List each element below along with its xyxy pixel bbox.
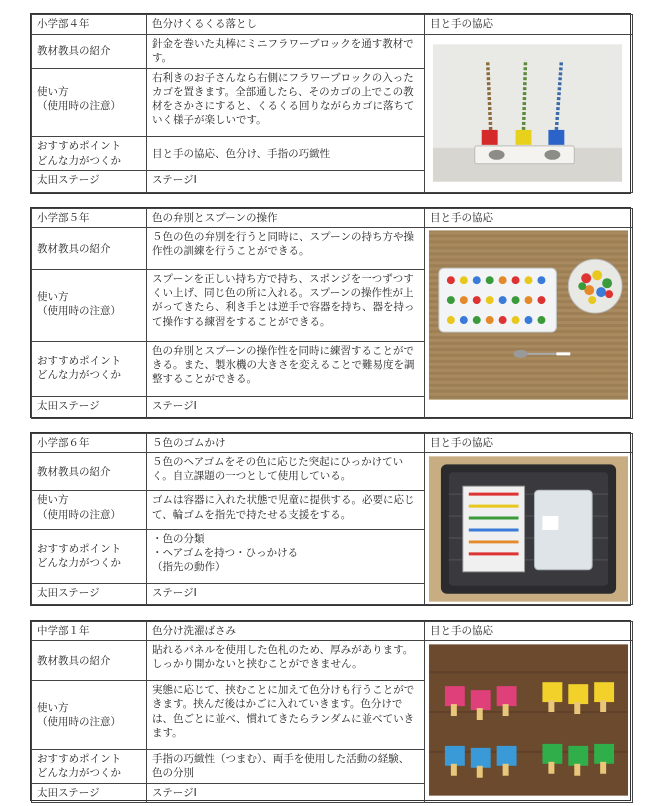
point-line-1: ・色の分類: [152, 532, 205, 545]
stage-value: ステージⅠ: [147, 783, 425, 802]
intro-label: 教材教具の紹介: [32, 453, 147, 491]
grade-label: 小学部５年: [32, 209, 147, 228]
material-title: 色分け洗濯ばさみ: [147, 622, 425, 641]
usage-label-note: （使用時の注意）: [37, 508, 121, 521]
point-label-sub: どんな力がつくか: [37, 368, 121, 381]
point-text: 手指の巧緻性（つまむ）、両手を使用した活動の経験、色の分別: [147, 750, 425, 783]
grade-label: 小学部４年: [32, 15, 147, 35]
material-photo: [425, 228, 632, 418]
stage-label: 太田ステージ: [32, 171, 147, 193]
point-line-3: （指先の動作）: [152, 560, 226, 573]
stage-value: ステージⅠ: [147, 397, 425, 419]
point-label: [32, 750, 147, 783]
card-2: [30, 207, 631, 418]
grade-label: 中学部１年: [32, 622, 147, 641]
usage-label: [32, 491, 147, 529]
material-title: 色の弁別とスプーンの操作: [147, 209, 425, 228]
usage-label-note: （使用時の注意）: [37, 716, 121, 729]
usage-label-main: 使い方: [37, 702, 69, 715]
grade-label: 小学部６年: [32, 434, 147, 453]
material-photo: [425, 38, 632, 188]
skill-label: 目と手の協応: [425, 209, 633, 228]
intro-label: 教材教具の紹介: [32, 641, 147, 681]
point-label: [32, 529, 147, 583]
material-photo: [425, 642, 632, 800]
intro-text: ５色のヘアゴムをその色に応じた突起にひっかけていく。自立課題の一つとして使用している。: [147, 453, 425, 491]
skill-label: 目と手の協応: [425, 15, 633, 35]
stage-label: 太田ステージ: [32, 783, 147, 802]
card-4: [30, 620, 631, 801]
card-3: [30, 432, 631, 606]
usage-label-main: 使い方: [37, 291, 69, 304]
intro-label: 教材教具の紹介: [32, 228, 147, 270]
intro-label: 教材教具の紹介: [32, 34, 147, 68]
point-label-main: おすすめポイント: [37, 140, 122, 153]
intro-text: 貼れるパネルを使用した色札のため、厚みがあります。しっかり開かないと挟むことができません。: [147, 641, 425, 681]
point-label-main: おすすめポイント: [37, 753, 122, 766]
point-text: 色の弁別とスプーンの操作性を同時に練習することができる。また、製氷機の大きさを変えることで難易度を調整することができる。: [147, 341, 425, 397]
material-title: 色分けくるくる落とし: [147, 15, 425, 35]
photo-cell: [425, 453, 633, 605]
usage-label-note: （使用時の注意）: [37, 99, 121, 112]
point-label: [32, 341, 147, 397]
stage-value: ステージⅠ: [147, 171, 425, 193]
skill-label: 目と手の協応: [425, 434, 633, 453]
usage-text: ゴムは容器に入れた状態で児童に提供する。必要に応じて、輪ゴムを指先で持たせる支援をする。: [147, 491, 425, 529]
usage-label-main: 使い方: [37, 85, 69, 98]
point-label-sub: どんな力がつくか: [37, 154, 121, 167]
card-1: [30, 13, 631, 194]
photo-cell: [425, 228, 633, 419]
usage-label: [32, 681, 147, 750]
point-label-sub: どんな力がつくか: [37, 767, 121, 780]
point-label-main: おすすめポイント: [37, 354, 122, 367]
intro-text: 針金を巻いた丸棒にミニフラワーブロックを通す教材です。: [147, 34, 425, 68]
photo-cell: [425, 641, 633, 803]
usage-label-note: （使用時の注意）: [37, 305, 121, 318]
point-label: [32, 137, 147, 171]
material-photo: [425, 454, 632, 604]
point-line-2: ・ヘアゴムを持つ・ひっかける: [152, 546, 299, 559]
material-title: ５色のゴムかけ: [147, 434, 425, 453]
usage-label-main: 使い方: [37, 494, 69, 507]
usage-text: 右利きのお子さんなら右側にフラワーブロックの入ったカゴを置きます。全部通したら、そのカゴの上でこの教材をさかさにすると、くるくる回りながらカゴに落ちていく様子が楽しいです。: [147, 68, 425, 137]
stage-label: 太田ステージ: [32, 397, 147, 419]
photo-cell: [425, 34, 633, 192]
point-label-main: おすすめポイント: [37, 542, 122, 555]
intro-text: ５色の色の弁別を行うと同時に、スプーンの持ち方や操作性の訓練を行うことができる。: [147, 228, 425, 270]
point-text: 目と手の協応、色分け、手指の巧緻性: [147, 137, 425, 171]
stage-value: ステージⅠ: [147, 583, 425, 604]
point-text: [147, 529, 425, 583]
usage-text: 実態に応じて、挟むことに加えて色分けも行うことができます。挟んだ後はかごに入れていきます。色分けでは、色ごとに並べ、慣れてきたらランダムに並べていきます。: [147, 681, 425, 750]
point-label-sub: どんな力がつくか: [37, 556, 121, 569]
usage-label: [32, 68, 147, 137]
usage-label: [32, 270, 147, 341]
usage-text: スプーンを正しい持ち方で持ち、スポンジを一つずつすくい上げ、同じ色の所に入れる。スプーンの操作性が上がってきたら、利き手とは逆手で容器を持ち、器を持って操作する練習をすることができる。: [147, 270, 425, 341]
skill-label: 目と手の協応: [425, 622, 633, 641]
stage-label: 太田ステージ: [32, 583, 147, 604]
